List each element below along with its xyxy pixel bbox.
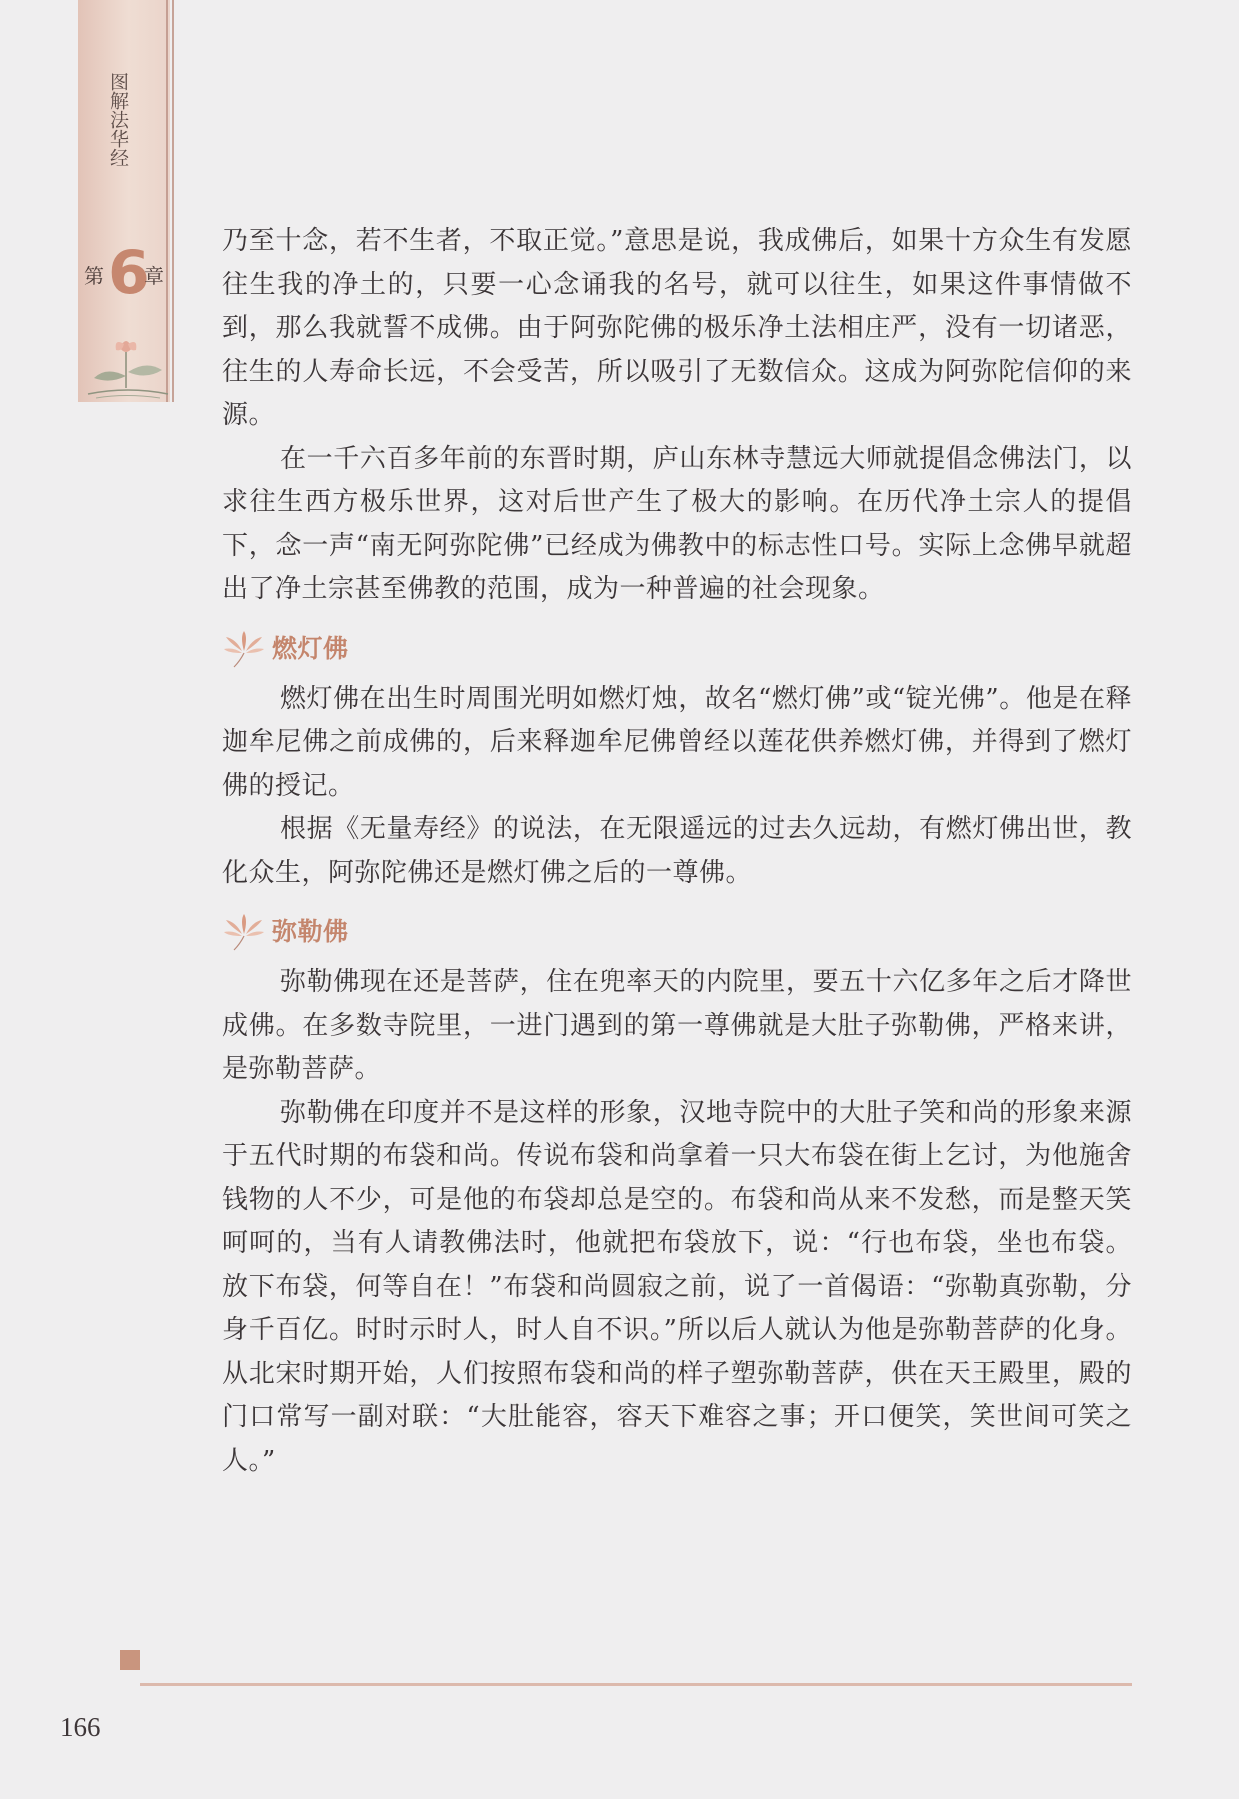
section-heading-randeng <box>222 620 1132 678</box>
paragraph: 燃灯佛在出生时周围光明如燃灯烛，故名“燃灯佛”或“锭光佛”。他是在释迦牟尼佛之前成佛的，后来释迦牟尼佛曾经以莲花供养燃灯佛，并得到了燃灯佛的授记。 <box>222 683 1132 801</box>
chapter-label <box>80 238 172 308</box>
chapter-number: 6 <box>108 238 150 308</box>
body-text <box>222 220 1132 1483</box>
book-title: 图解法华经 <box>107 72 129 167</box>
lotus-bullet-icon <box>222 629 266 669</box>
footer-rule <box>140 1683 1132 1686</box>
paragraph: 根据《无量寿经》的说法，在无限遥远的过去久远劫，有燃灯佛出世，教化众生，阿弥陀佛还是燃灯佛之后的一尊佛。 <box>222 814 1132 888</box>
chapter-suffix: 章 <box>144 264 164 288</box>
chapter-prefix: 第 <box>84 264 104 288</box>
footer-square-marker <box>120 1650 140 1670</box>
lotus-illustration-icon <box>82 314 172 402</box>
paragraph: 在一千六百多年前的东晋时期，庐山东林寺慧远大师就提倡念佛法门，以求往生西方极乐世界，这对后世产生了极大的影响。在历代净土宗人的提倡下，念一声“南无阿弥陀佛”已经成为佛教中的标志性口号。实际上念佛早就超出了净土宗甚至佛教的范围，成为一种普遍的社会现象。 <box>222 443 1132 604</box>
paragraph: 乃至十念，若不生者，不取正觉。”意思是说，我成佛后，如果十方众生有发愿往生我的净土的，只要一心念诵我的名号，就可以往生，如果这件事情做不到，那么我就誓不成佛。由于阿弥陀佛的极乐净土法相庄严，没有一切诸恶，往生的人寿命长远，不会受苦，所以吸引了无数信众。这成为阿弥陀信仰的来源。 <box>222 226 1132 430</box>
lotus-bullet-icon <box>222 912 266 952</box>
page-number: 166 <box>60 1712 101 1742</box>
section-title: 弥勒佛 <box>272 917 349 947</box>
section-title: 燃灯佛 <box>272 633 349 663</box>
chapter-tab <box>78 0 174 402</box>
paragraph: 弥勒佛在印度并不是这样的形象，汉地寺院中的大肚子笑和尚的形象来源于五代时期的布袋和尚。传说布袋和尚拿着一只大布袋在街上乞讨，为他施舍钱物的人不少，可是他的布袋却总是空的。布袋和尚从来不发愁，而是整天笑呵呵的，当有人请教佛法时，他就把布袋放下，说：“行也布袋，坐也布袋。放下布袋，何等自在！”布袋和尚圆寂之前，说了一首偈语：“弥勒真弥勒，分身千百亿。时时示时人，时人自不识。”所以后人就认为他是弥勒菩萨的化身。从北宋时期开始，人们按照布袋和尚的样子塑弥勒菩萨，供在天王殿里，殿的门口常写一副对联：“大肚能容，容天下难容之事；开口便笑，笑世间可笑之人。” <box>222 1097 1132 1476</box>
section-heading-mile <box>222 903 1132 961</box>
paragraph: 弥勒佛现在还是菩萨，住在兜率天的内院里，要五十六亿多年之后才降世成佛。在多数寺院里，一进门遇到的第一尊佛就是大肚子弥勒佛，严格来讲，是弥勒菩萨。 <box>222 967 1132 1084</box>
